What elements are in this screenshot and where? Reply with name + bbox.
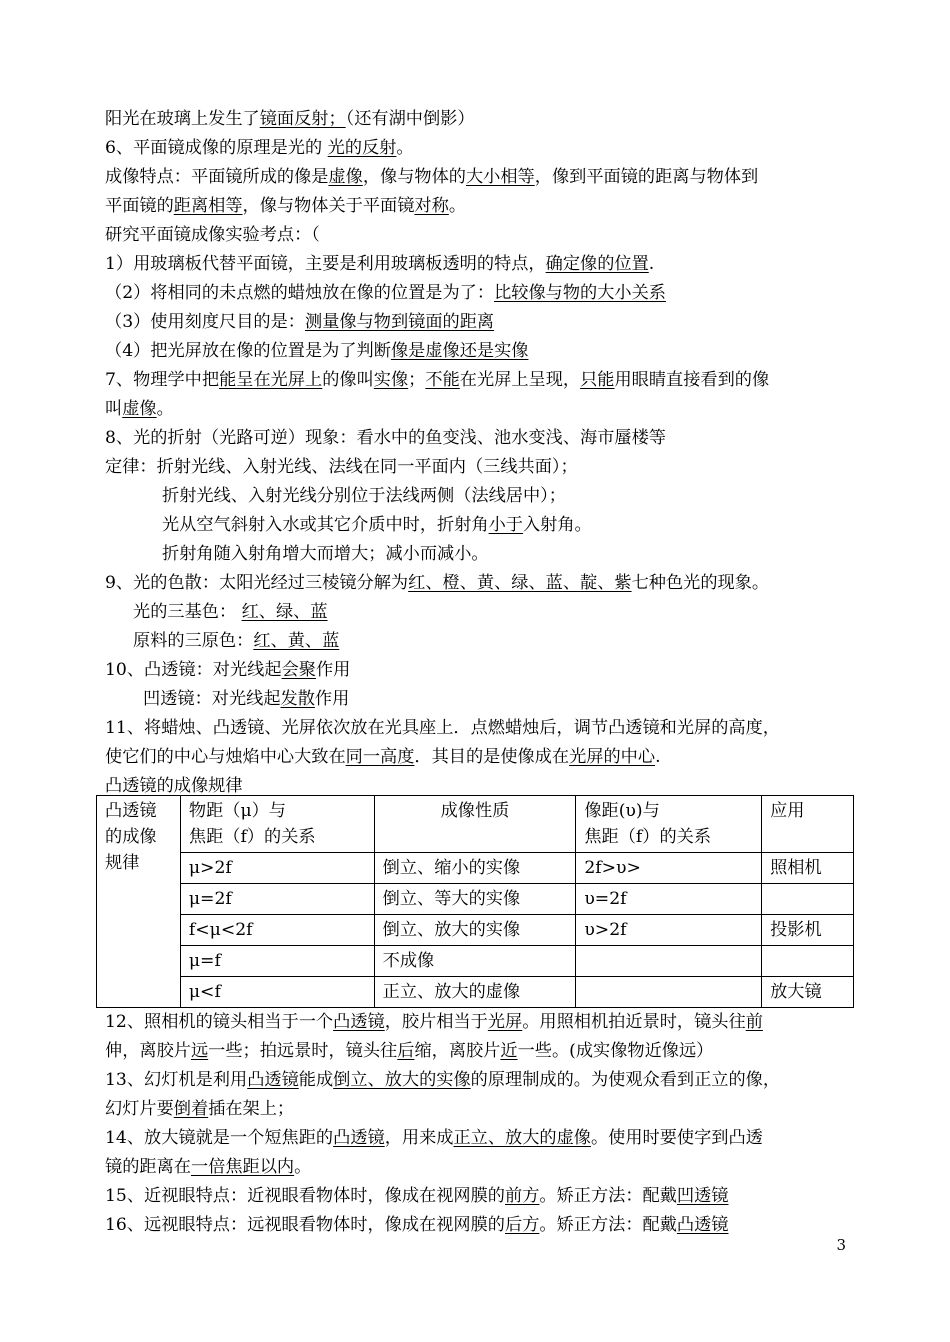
text-line: [105, 282, 666, 304]
underlined-answer: 光的反射: [327, 138, 397, 158]
cell-application: [762, 884, 854, 915]
text-segment: 幻灯片要: [105, 1099, 174, 1119]
underlined-answer: 红、橙、黄、绿、蓝、靛、紫: [408, 573, 632, 593]
text-segment: ，像到平面镜的距离与物体到: [534, 167, 759, 187]
underlined-answer: 大小相等: [465, 167, 535, 187]
underlined-answer: 虚像: [328, 167, 363, 187]
text-segment: 的像叫: [322, 370, 374, 390]
text-segment: 镜的距离在: [105, 1157, 191, 1177]
text-line: [105, 427, 666, 449]
text-line: [105, 311, 494, 333]
text-line: [105, 137, 414, 159]
text-line: [105, 1127, 763, 1149]
underlined-answer: 凸透镜: [247, 1070, 299, 1090]
text-segment: .: [655, 747, 661, 767]
text-segment: ，像与物体关于平面镜: [242, 196, 415, 216]
cell-application: 放大镜: [762, 977, 854, 1008]
cell-image-nature: 正立、放大的虚像: [374, 977, 576, 1008]
text-line: [162, 485, 566, 507]
text-segment: ，用来成: [384, 1128, 454, 1148]
text-segment: 定律：折射光线、入射光线、法线在同一平面内（三线共面）；: [105, 457, 578, 477]
table-row: [97, 977, 854, 1008]
text-segment: 16、远视眼特点：远视眼看物体时，像成在视网膜的: [105, 1215, 505, 1235]
text-line: [105, 1011, 763, 1033]
text-segment: ；: [408, 370, 426, 390]
text-segment: 12、照相机的镜头相当于一个: [105, 1012, 334, 1032]
text-segment: 入射角。: [522, 515, 592, 535]
underlined-answer: 会聚: [281, 660, 316, 680]
text-segment: 伸，离胶片: [105, 1041, 191, 1061]
text-line: [133, 630, 339, 652]
text-segment: 缩，离胶片: [414, 1041, 501, 1061]
text-segment: 。: [294, 1157, 312, 1177]
text-segment: 13、幻灯机是利用: [105, 1070, 248, 1090]
header-image-nature: 成像性质: [374, 796, 576, 853]
underlined-answer: 镜面反射；: [259, 109, 346, 129]
cell-object-distance: μ>2f: [180, 853, 374, 884]
underlined-answer: 前方: [505, 1186, 540, 1206]
text-line: [105, 398, 174, 420]
text-segment: 。使用时要使字到凸透: [590, 1128, 763, 1148]
text-line: [105, 1185, 728, 1207]
cell-application: [762, 946, 854, 977]
text-segment: 。矫正方法：配戴: [539, 1215, 677, 1235]
cell-image-nature: 不成像: [374, 946, 576, 977]
text-segment: 作用: [315, 660, 351, 680]
text-segment: 。: [156, 399, 174, 419]
underlined-answer: 同一高度: [345, 747, 415, 767]
text-segment: （还有湖中倒影）: [345, 109, 475, 129]
page-number: 3: [836, 1236, 846, 1254]
underlined-answer: 确定像的位置: [545, 254, 649, 274]
text-line: [133, 601, 328, 623]
cell-image-distance: υ>2f: [576, 915, 762, 946]
text-segment: 折射光线、入射光线分别位于法线两侧（法线居中）；: [162, 486, 566, 506]
text-segment: 9、光的色散：太阳光经过三棱镜分解为: [105, 573, 409, 593]
text-segment: 8、光的折射（光路可逆）现象：看水中的鱼变浅、池水变浅、海市蜃楼等: [105, 428, 666, 448]
text-line: [105, 224, 320, 246]
underlined-answer: 后方: [505, 1215, 540, 1235]
underlined-answer: 光屏的中心: [569, 747, 656, 767]
text-segment: 七种色光的现象。: [631, 573, 770, 593]
text-segment: 叫: [105, 399, 123, 419]
underlined-answer: 红、绿、蓝: [241, 602, 328, 622]
text-line: [105, 108, 475, 130]
text-segment: ，胶片相当于: [384, 1012, 488, 1032]
text-segment: .: [648, 254, 655, 274]
text-line: [162, 543, 489, 565]
text-line: [105, 775, 243, 797]
text-segment: 折射角随入射角增大而增大；减小而减小。: [162, 544, 489, 564]
underlined-answer: 比较像与物的大小关系: [494, 283, 666, 303]
text-segment: 的原理制成的。为使观众看到正立的像，: [470, 1070, 781, 1090]
text-line: [105, 456, 578, 478]
text-segment: 光从空气斜射入水或其它介质中时，折射角: [162, 515, 489, 535]
table-row: [97, 915, 854, 946]
cell-object-distance: μ=2f: [180, 884, 374, 915]
underlined-answer: 实像: [373, 370, 409, 390]
cell-image-nature: 倒立、等大的实像: [374, 884, 576, 915]
text-segment: 7、物理学中把: [105, 370, 220, 390]
underlined-answer: 红、黄、蓝: [253, 631, 340, 651]
text-segment: 研究平面镜成像实验考点：（: [105, 225, 320, 245]
text-segment: 。: [396, 138, 414, 158]
underlined-answer: 凸透镜: [676, 1215, 729, 1235]
table-row: [97, 853, 854, 884]
cell-object-distance: f<μ<2f: [180, 915, 374, 946]
text-line: [105, 166, 758, 188]
cell-object-distance: μ<f: [180, 977, 374, 1008]
underlined-answer: 像是虚像还是实像: [390, 341, 529, 361]
text-segment: 用眼睛直接看到的像: [614, 370, 770, 390]
text-segment: 6、平面镜成像的原理是光的: [105, 138, 328, 158]
text-segment: 在光屏上呈现，: [459, 370, 581, 390]
text-line: [105, 195, 466, 217]
text-line: [105, 1069, 780, 1091]
text-segment: 能成: [298, 1070, 334, 1090]
underlined-answer: 光屏: [487, 1012, 523, 1032]
text-segment: （3）使用刻度尺目的是：: [105, 312, 305, 332]
text-segment: 。矫正方法：配戴: [539, 1186, 677, 1206]
text-line: [143, 688, 349, 710]
cell-image-distance: υ=2f: [576, 884, 762, 915]
row-heading-line: 凸透镜: [105, 801, 157, 821]
underlined-answer: 后: [397, 1041, 415, 1061]
table-row-heading: [97, 796, 181, 1008]
text-line: [105, 659, 350, 681]
text-segment: 1）用玻璃板代替平面镜，主要是利用玻璃板透明的特点，: [105, 254, 546, 274]
underlined-answer: 一倍焦距以内: [190, 1157, 295, 1177]
underlined-answer: 前: [745, 1012, 763, 1032]
text-segment: 凹透镜：对光线起: [143, 689, 281, 709]
underlined-answer: 发散: [280, 689, 315, 709]
underlined-answer: 凹透镜: [676, 1186, 729, 1206]
text-segment: 一些；拍远景时，镜头往: [208, 1041, 398, 1061]
row-heading-line: 规律: [105, 853, 140, 873]
cell-object-distance: μ=f: [180, 946, 374, 977]
text-segment: 凸透镜的成像规律: [105, 776, 243, 796]
text-segment: 一些。(成实像物近像远）: [517, 1041, 714, 1061]
underlined-answer: 正立、放大的虚像: [453, 1128, 591, 1148]
header-image-distance: 像距(υ)与 焦距（f）的关系: [576, 796, 762, 853]
text-segment: 15、近视眼特点：近视眼看物体时，像成在视网膜的: [105, 1186, 505, 1206]
underlined-answer: 对称: [414, 196, 449, 216]
text-line: [105, 1098, 294, 1120]
cell-image-distance: 2f>υ>: [576, 853, 762, 884]
text-segment: 11、将蜡烛、凸透镜、光屏依次放在光具座上．点燃蜡烛后，调节凸透镜和光屏的高度，: [105, 718, 780, 738]
row-heading-line: 的成像: [105, 827, 157, 847]
underlined-answer: 不能: [425, 370, 460, 390]
underlined-answer: 小于: [488, 515, 523, 535]
underlined-answer: 凸透镜: [333, 1012, 385, 1032]
text-segment: ．其目的是使像成在: [414, 747, 570, 767]
text-segment: 。用照相机拍近景时，镜头往: [522, 1012, 746, 1032]
text-line: [105, 253, 654, 275]
text-segment: （2）将相同的未点燃的蜡烛放在像的位置是为了：: [105, 283, 495, 303]
text-line: [105, 1214, 728, 1236]
underlined-answer: 距离相等: [173, 196, 243, 216]
lens-imaging-table: [96, 795, 854, 1008]
text-segment: 成像特点：平面镜所成的像是: [105, 167, 329, 187]
cell-application: 投影机: [762, 915, 854, 946]
table-row: [97, 884, 854, 915]
text-segment: 10、凸透镜：对光线起: [105, 660, 282, 680]
table-row: [97, 946, 854, 977]
underlined-answer: 远: [190, 1041, 209, 1061]
header-application: 应用: [762, 796, 854, 853]
text-segment: ，像与物体的: [362, 167, 466, 187]
text-line: [105, 572, 769, 594]
underlined-answer: 倒立、放大的实像: [333, 1070, 471, 1090]
text-segment: 使它们的中心与烛焰中心大致在: [105, 747, 346, 767]
text-line: [105, 369, 769, 391]
cell-application: 照相机: [762, 853, 854, 884]
table-header-row: [97, 796, 854, 853]
text-line: [105, 746, 661, 768]
cell-image-nature: 倒立、放大的实像: [374, 915, 576, 946]
text-line: [105, 717, 780, 739]
text-line: [105, 1040, 713, 1062]
cell-image-nature: 倒立、缩小的实像: [374, 853, 576, 884]
text-line: [105, 340, 528, 362]
cell-image-distance: [576, 946, 762, 977]
text-segment: 光的三基色：: [133, 602, 242, 622]
underlined-answer: 只能: [580, 370, 615, 390]
underlined-answer: 测量像与物到镜面的距离: [305, 312, 495, 332]
underlined-answer: 凸透镜: [333, 1128, 385, 1148]
text-segment: 阳光在玻璃上发生了: [105, 109, 260, 129]
text-segment: 平面镜的: [105, 196, 174, 216]
underlined-answer: 倒着: [173, 1099, 209, 1119]
text-line: [105, 1156, 311, 1178]
text-line: [162, 514, 592, 536]
header-object-distance: 物距（μ）与 焦距（f）的关系: [180, 796, 374, 853]
text-segment: 原料的三原色：: [133, 631, 254, 651]
text-segment: 。: [448, 196, 467, 216]
underlined-answer: 能呈在光屏上: [219, 370, 323, 390]
underlined-answer: 虚像: [122, 399, 157, 419]
text-segment: 作用: [314, 689, 350, 709]
text-segment: （4）把光屏放在像的位置是为了判断: [105, 341, 391, 361]
cell-image-distance: [576, 977, 762, 1008]
underlined-answer: 近: [500, 1041, 518, 1061]
text-segment: 14、放大镜就是一个短焦距的: [105, 1128, 334, 1148]
text-segment: 插在架上；: [208, 1099, 295, 1119]
